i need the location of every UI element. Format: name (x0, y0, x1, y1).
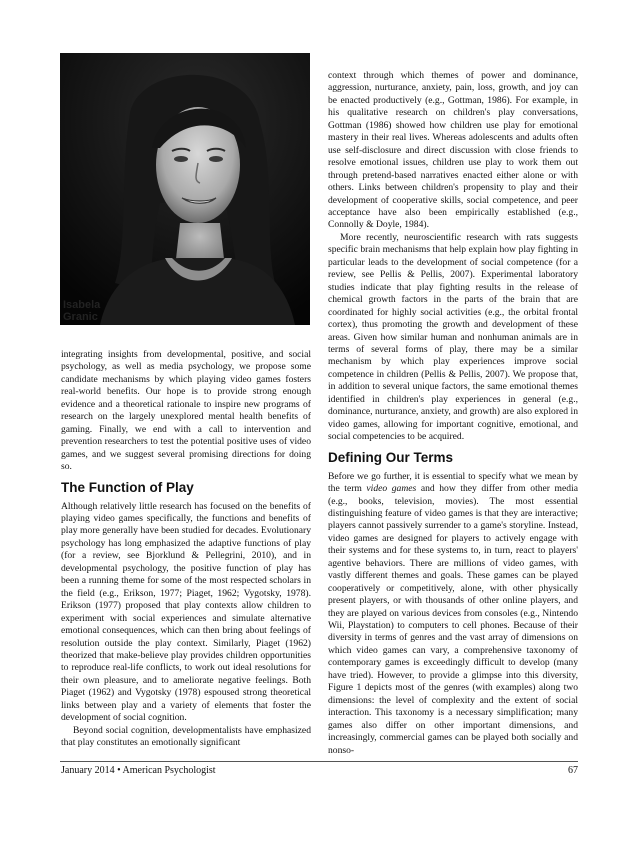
body-paragraph (328, 471, 578, 757)
author-caption (63, 299, 100, 323)
emphasis-term: video games (366, 483, 417, 495)
author-photo (60, 53, 310, 325)
author-portrait-illustration (60, 53, 310, 325)
body-paragraph: context through which themes of power and dominance, aggression, nurturance, anxiety, pain, loss, growth, and joy can be enacted productively (e.g., Gottman, 1986). For example, in his qualitative research on children's play conversations, Gottman (1986) showed how children use play for emotional mastery in their real lives. Whereas adolescents and adults often use self-disclosure and direct discussion with close friends to resolve emotional issues, children use play to work them out through pretend-based narratives enacted either alone or with others. Links between children's propensity to play and their development of cooperative skills, social competence, and peer acceptance have also been empirically established (e.g., Connolly & Doyle, 1984). (328, 70, 578, 231)
text-run: Before we go further, it is essential to specify what we mean by the term (328, 470, 578, 495)
intro-paragraph: integrating insights from developmental, positive, and social psychology, as well as media psychology, we propose some candidate mechanisms by which playing video games fosters real-world benefits. Our hope is to provide strong enough evidence and a theoretical rationale to inspire new programs of research on the largely unexplored mental health benefits of gaming. Finally, we end with a call to intervention and prevention researchers to test the potential positive uses of video games, and we suggest several promising directions for doing so. (61, 349, 311, 473)
footer-rule (60, 761, 578, 762)
page-number: 67 (568, 765, 578, 776)
body-paragraph: Beyond social cognition, developmentalists have emphasized that play constitutes an emotionally significant (61, 724, 311, 749)
right-column (328, 70, 578, 757)
text-run: and how they differ from other media (e.g., books, television, movies). The most essential distinguishing feature of video games is that they are interactive; players cannot passively surrender to a game's storyline. Instead, video games are designed for players to actively engage with their systems and for these systems to, in turn, react to players' agentive behaviors. There are millions of video games, with vastly different themes and goals. These games can be played cooperatively or competitively, alone, with other physically present players, or with thousands of other online players, and they are played on various devices from consoles (e.g., Nintendo Wii, Playstation) to computers to cell phones. Because of their diversity in terms of genres and the vast array of dimensions on which video games can vary, a comprehensive taxonomy of contemporary games is exceedingly difficult to develop (many have tried). However, to provide a glimpse into this diversity, Figure 1 depicts most of the genres (with examples) along two dimensions: the level of complexity and the extent of social interaction. This taxonomy is a necessary simplification; many games also differ on other important dimensions, and increasingly, commercial games can be played both socially and nonso- (328, 483, 578, 756)
body-paragraph: Although relatively little research has focused on the benefits of playing video games specifically, the functions and benefits of play more generally have been studied for decades. Evolutionary psychology has long emphasized the adaptive functions of play (for a review, see Bjorklund & Pellegrini, 2010), and in developmental psychology, the positive function of play has been a running theme for some of the most respected scholars in the field (e.g., Erikson, 1977; Piaget, 1962; Vygotsky, 1978). Erikson (1977) proposed that play contexts allow children to experiment with social experiences and simulate alternative emotional consequences, which can then bring about feelings of resolution outside the play context. Similarly, Piaget (1962) theorized that make-believe play provides children opportunities to reproduce real-life conflicts, to work out ideal resolutions for their own pleasure, and to ameliorate negative feelings. Both Piaget (1962) and Vygotsky (1978) espoused strong theoretical links between play and a variety of elements that foster the development of social cognition. (61, 500, 311, 724)
author-first-name: Isabela (63, 299, 101, 311)
journal-citation: January 2014 • American Psychologist (61, 765, 216, 776)
section-heading-defining-terms: Defining Our Terms (328, 449, 454, 465)
body-paragraph: More recently, neuroscientific research with rats suggests specific brain mechanisms that help explain how play fighting in particular leads to the development of social competence (for a review, see Pellis & Pellis, 2007). Experimental laboratory studies indicate that play fighting results in the release of chemical growth factors in the parts of the brain that are coordinated for highly social activities (e.g., the orbital frontal cortex), thus promoting the growth and development of these areas. Given how similar human and nonhuman animals are in terms of several forms of play, there may be a similar mechanism by which play experiences improve social competence in children (Pellis & Pellis, 2007). We propose that, in addition to several unique factors, the same emotional themes identified in children's play experiences in general (e.g., dominance, nurturance, anxiety, and growth) are also explored in video games, allowing for important cognitive, emotional, and social competencies to be acquired. (328, 231, 578, 443)
author-last-name: Granic (63, 311, 98, 323)
section-heading-function-of-play: The Function of Play (61, 479, 194, 495)
left-column (61, 349, 311, 750)
